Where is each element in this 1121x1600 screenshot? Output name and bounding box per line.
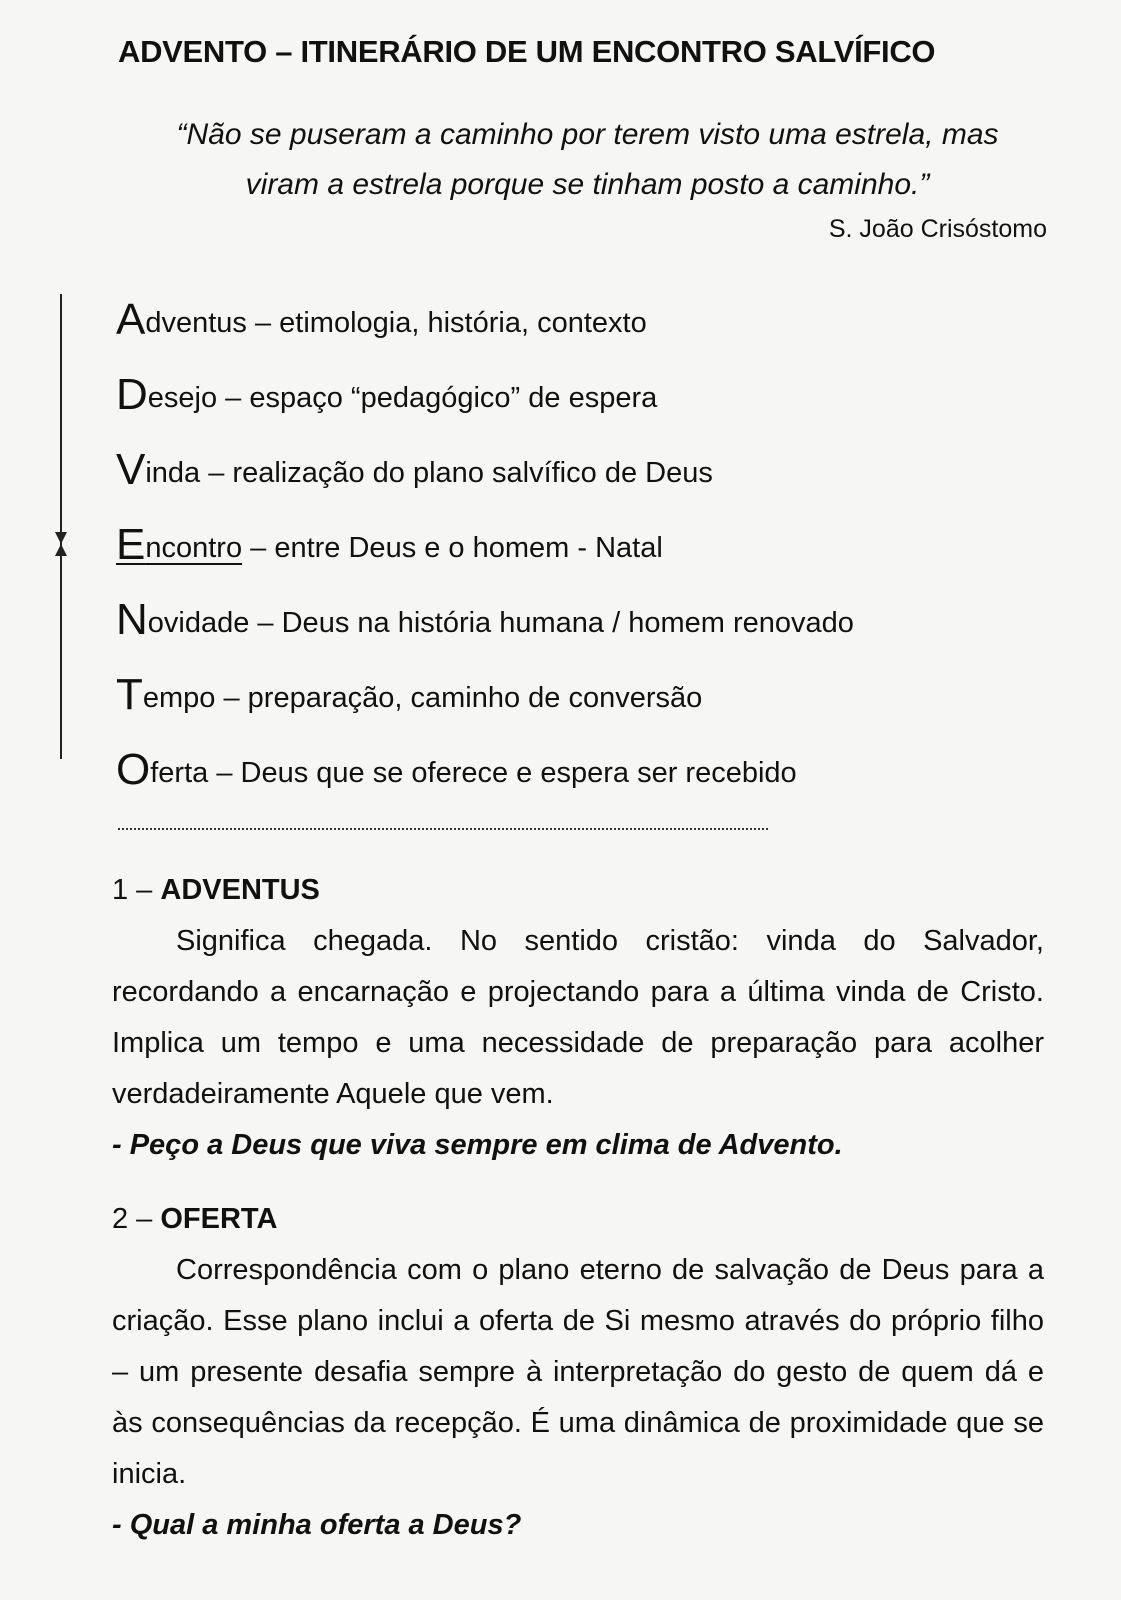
section-number: 1 – (112, 874, 161, 906)
acrostic-initial: N (116, 595, 148, 644)
acrostic-item-novidade (116, 582, 854, 657)
acrostic-description: – Deus que se oferece e espera ser recebido (208, 757, 797, 789)
acrostic-description: – preparação, caminho de conversão (215, 682, 703, 714)
quote-line-2: viram a estrela porque se tinham posto a caminho.” (245, 168, 930, 201)
section-heading (112, 1193, 1044, 1245)
acrostic-description: – espaço “pedagógico” de espera (217, 382, 658, 414)
reflection-question: - Qual a minha oferta a Deus? (112, 1509, 522, 1541)
acrostic-description: – Deus na história humana / homem renovado (249, 607, 854, 639)
acrostic-item-tempo (116, 657, 854, 732)
page-title: ADVENTO – ITINERÁRIO DE UM ENCONTRO SALVÍFICO (118, 34, 936, 69)
acrostic-initial: V (116, 445, 146, 494)
dotted-separator (118, 828, 768, 830)
acrostic-word-rest: ovidade (147, 607, 250, 639)
section-adventus (112, 864, 1044, 1171)
acrostic-description: – etimologia, história, contexto (246, 307, 647, 339)
acrostic-item-desejo (116, 357, 854, 432)
acrostic-description: – realização do plano salvífico de Deus (200, 457, 713, 489)
advento-acrostic (116, 282, 854, 807)
section-oferta (112, 1193, 1044, 1551)
section-name: ADVENTUS (160, 874, 320, 906)
epigraph-quote (130, 110, 1045, 210)
acrostic-word-rest: inda (145, 457, 201, 489)
quote-author: S. João Crisóstomo (828, 215, 1047, 243)
acrostic-initial: E (116, 520, 146, 569)
section-paragraph: Significa chegada. No sentido cristão: vinda do Salvador, recordando a encarnação e projectando para a última vinda de Cristo. Implica um tempo e uma necessidade de preparação para acolher verdadeiramente Aquele que vem. (112, 925, 1044, 1110)
acrostic-word-rest: ncontro (145, 532, 243, 564)
acrostic-initial: O (116, 745, 151, 794)
section-number: 2 – (112, 1203, 161, 1235)
acrostic-word-rest: ferta (150, 757, 209, 789)
acrostic-initial: T (116, 670, 143, 719)
quote-line-1: “Não se puseram a caminho por terem visto uma estrela, mas (176, 118, 999, 151)
acrostic-initial: D (116, 370, 148, 419)
hourglass-marker-icon (54, 530, 68, 558)
reflection-question: - Peço a Deus que viva sempre em clima de Advento. (112, 1129, 843, 1161)
acrostic-word-rest: empo (142, 682, 216, 714)
section-name: OFERTA (160, 1203, 278, 1235)
acrostic-word-rest: dventus (145, 307, 247, 339)
acrostic-item-vinda (116, 432, 854, 507)
section-heading (112, 864, 1044, 916)
acrostic-item-encontro (116, 507, 854, 582)
acrostic-word-rest: esejo (147, 382, 218, 414)
acrostic-initial: A (116, 295, 146, 344)
acrostic-item-adventus (116, 282, 854, 357)
section-paragraph: Correspondência com o plano eterno de salvação de Deus para a criação. Esse plano inclui a oferta de Si mesmo através do próprio filho – um presente desafia sempre à interpretação do gesto de quem dá e às consequências da recepção. É uma dinâmica de proximidade que se inicia. (112, 1254, 1044, 1490)
acrostic-vertical-rule (60, 294, 62, 759)
acrostic-item-oferta (116, 732, 854, 807)
acrostic-description: – entre Deus e o homem - Natal (242, 532, 663, 564)
